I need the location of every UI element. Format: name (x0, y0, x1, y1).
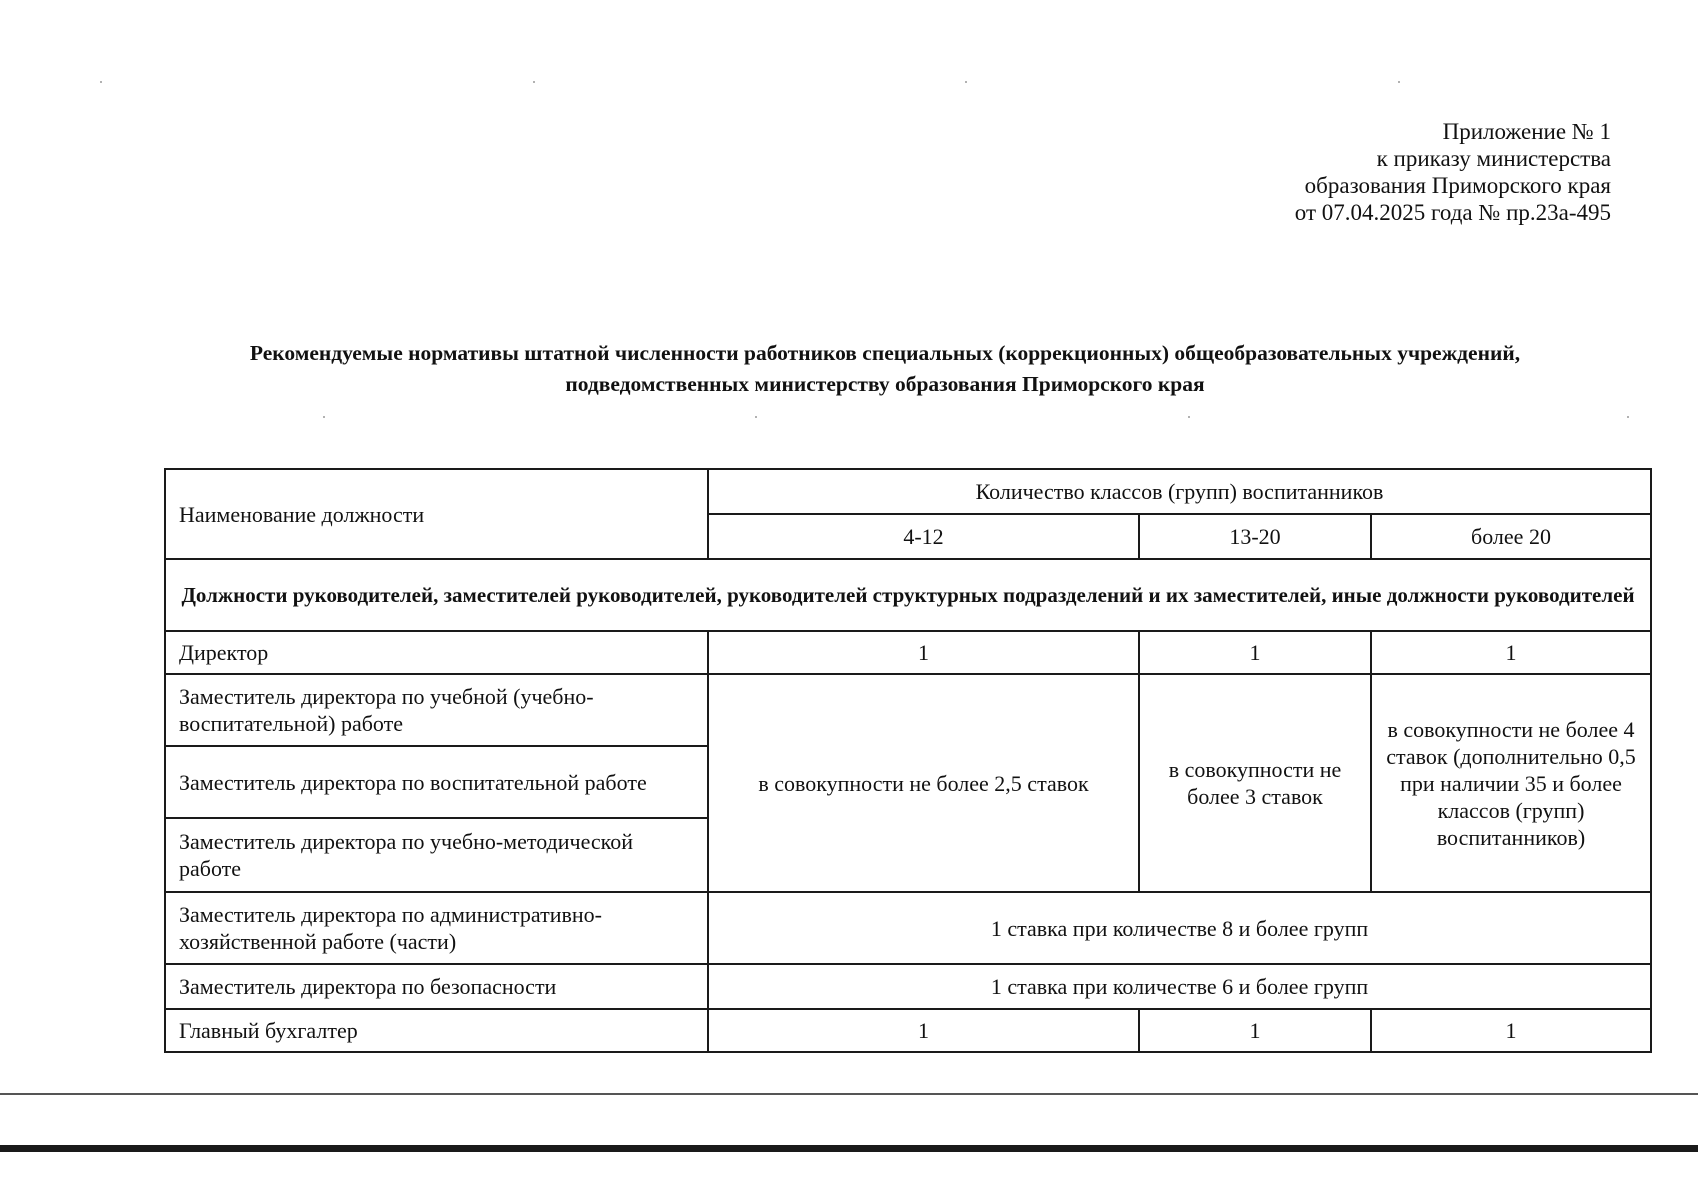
table-row (165, 892, 1651, 964)
row-name: Заместитель директора по учебно-методической работе (165, 818, 708, 892)
table-row (165, 631, 1651, 674)
row-value: 1 (1371, 631, 1651, 674)
appendix-line: от 07.04.2025 года № пр.23а-495 (1294, 200, 1611, 225)
appendix-line: Приложение № 1 (1442, 119, 1611, 144)
row-name: Заместитель директора по учебной (учебно-воспитательной) работе (165, 674, 708, 746)
staffing-table (164, 468, 1652, 1053)
appendix-line: к приказу министерства (1376, 146, 1611, 171)
title-line: подведомственных министерству образования Приморского края (565, 372, 1205, 396)
scan-speck (323, 416, 325, 418)
row-value: 1 (1371, 1009, 1651, 1052)
header-col-13-20: 13-20 (1139, 514, 1371, 559)
scan-speck (100, 81, 102, 83)
row-name: Заместитель директора по воспитательной работе (165, 746, 708, 818)
row-value: 1 (708, 631, 1139, 674)
scan-speck (1398, 81, 1400, 83)
header-col-4-12: 4-12 (708, 514, 1139, 559)
table-row (165, 1009, 1651, 1052)
appendix-line: образования Приморского края (1304, 173, 1611, 198)
table-row (165, 964, 1651, 1009)
scan-speck (965, 81, 967, 83)
table-header-row (165, 469, 1651, 514)
scan-speck (755, 416, 757, 418)
document-title (150, 338, 1620, 400)
row-name: Главный бухгалтер (165, 1009, 708, 1052)
combined-value: в совокупности не более 4 ставок (дополнительно 0,5 при наличии 35 и более классов (групп) воспитанников) (1371, 674, 1651, 892)
scan-speck (533, 81, 535, 83)
row-value: 1 (708, 1009, 1139, 1052)
header-group: Количество классов (групп) воспитанников (708, 469, 1651, 514)
scan-speck (1188, 416, 1190, 418)
header-col-over-20: более 20 (1371, 514, 1651, 559)
combined-value: в совокупности не более 3 ставок (1139, 674, 1371, 892)
table-row (165, 674, 1651, 746)
row-value: 1 (1139, 631, 1371, 674)
header-position: Наименование должности (165, 469, 708, 559)
section-row (165, 559, 1651, 631)
appendix-note (1295, 118, 1611, 226)
row-name: Заместитель директора по административно-хозяйственной работе (части) (165, 892, 708, 964)
row-value: 1 ставка при количестве 8 и более групп (708, 892, 1651, 964)
section-heading: Должности руководителей, заместителей руководителей, руководителей структурных подразделений и их заместителей, иные должности руководителей (165, 559, 1651, 631)
row-value: 1 ставка при количестве 6 и более групп (708, 964, 1651, 1009)
combined-value: в совокупности не более 2,5 ставок (708, 674, 1139, 892)
row-value: 1 (1139, 1009, 1371, 1052)
title-line: Рекомендуемые нормативы штатной численности работников специальных (коррекционных) общеобразовательных учреждений, (249, 341, 1521, 365)
row-name: Заместитель директора по безопасности (165, 964, 708, 1009)
row-name: Директор (165, 631, 708, 674)
scan-speck (1627, 416, 1629, 418)
page-break-rule (0, 1093, 1698, 1095)
page-break-rule (0, 1145, 1698, 1152)
